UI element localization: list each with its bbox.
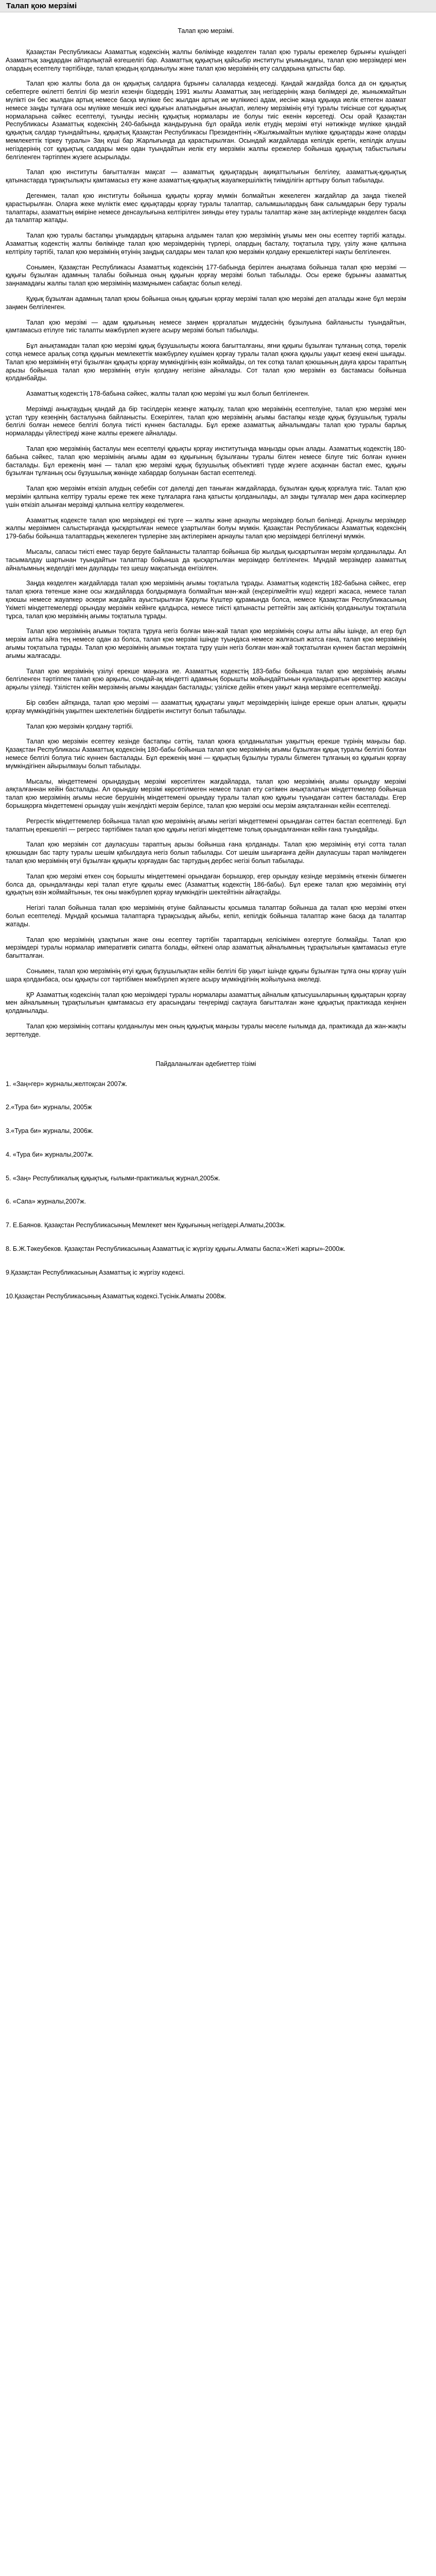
page-title: Талап қою мерзімі [6,2,77,10]
reference-item: 3.«Тура би» журналы, 2006ж. [6,1127,94,1135]
paragraph: Азаматтық кодексте талап қою мерзімдері екі түрге — жалпы және арнаулы мерзімдер болып бөлінеді. Арнаулы мерзімдер жалпы мерзіммен салыстырғанда қысқартылған немесе ұзартылған болуы мүмкін. Қазақстан Республикасы Азаматтық кодексінің 179-бабы бойынша талаптардың жекелеген түрлеріне заң актілерімен арнаулы талап қою мерзімдері белгіленуі мүмкін. [6,516,406,540]
paragraph: Талап қою мерзімінің басталуы мен есептелуі құқықты қорғау институтында маңызды орын алады. Азаматтық кодекстің 180-бабына сәйкес, талап қою мерзімінің ағымы адам өз құқығының бұзылғаны туралы білген немесе білуге тиіс болған күннен басталады. Бұл ереженің мәні — талап қою мерзімі құқық бұзушылық объективті түрде жүзеге асқаннан бастап емес, құқығы бұзылған тұлғаның осы бұзушылық жөнінде хабардар болуынан бастап есептеледі. [6,445,406,477]
paragraph: Құқық бұзылған адамның талап қоюы бойынша оның құқығын қорғау мерзімі талап қою мерзімі деп аталады және бұл мерзім заңмен белгіленген. [6,295,406,311]
document-heading: Талап қою мерзімі. [178,27,234,35]
paragraph: Талап қою мерзімінің ұзақтығын және оны есептеу тәртібін тараптардың келісімімен өзгертуге болмайды. Талап қою мерзімдері туралы нормалар императивтік сипатта болады, өйткені олар азаматтық айналымның тұрақтылығын қамтамасыз етуге бағытталған. [6,936,406,960]
paragraph: Бұл анықтамадан талап қою мерзімі құқық бұзушылықты жоюға бағытталғаны, яғни құқығы бұзылған тұлғаның сотқа, төрелік сотқа немесе аралық сотқа құқығын мемлекеттік мәжбүрлеу күшімен қорғау туралы талап қоюға құқылы уақыт кезеңі екені шығады. Талап қою мерзімінің өтуі бұзылған құқықты қорғау мүмкіндігінің өзін жоймайды, ол тек сотқа талап қоюшының дауға қарсы тараптың арызы бойынша талап қою мерзімінің өтуін қолдану негізіне айналады. Сот талап қою мерзімін өз бастамасы бойынша қолданбайды. [6,342,406,382]
title-bar [0,0,436,12]
reference-item: 6. «Сапа» журналы,2007ж. [6,1198,86,1206]
reference-item: 5. «Заң» Республикалық құқықтық, ғылыми-практикалық журнал,2005ж. [6,1174,220,1182]
references-heading: Пайдаланылған әдебиеттер тізімі [155,1060,256,1067]
paragraph: Мысалы, міндеттемені орындаудың мерзімі көрсетілген жағдайларда, талап қою мерзімінің ағымы орындау мерзімі аяқталғаннан кейін басталады. Ал орындау мерзімі көрсетілмеген немесе талап ету сәтімен анықталатын міндеттемелер бойынша талап қою мерзімінің ағымы несие берушінің міндеттемені орындау туралы талап қою құқығы туындаған сәттен басталады. Егер борышқорға міндеттемені орындау үшін жеңілдікті мерзім берілсе, талап қою мерзімі осы мерзім аяқталғаннан кейін есептеледі. [6,777,406,809]
paragraph: Талап қою мерзімін өткізіп алудың себебін сот дәлелді деп таныған жағдайларда, бұзылған құқық қорғалуға тиіс. Талап қою мерзімін қалпына келтіру туралы ереже тек жеке тұлғаларға ғана қатысты қолданылады, ал заңды тұлғалар мен дара кәсіпкерлер үшін өткізіп алынған мерзімді қалпына келтіру көзделмеген. [6,485,406,509]
paragraph: Негізгі талап бойынша талап қою мерзімінің өтуіне байланысты қосымша талаптар бойынша да талап қою мерзімі өткен болып есептеледі. Мұндай қосымша талаптарға тұрақсыздық айыбы, кепіл, кепілдік бойынша талаптар және басқа да талаптар жатады. [6,904,406,928]
document-body [0,12,412,1321]
paragraph: Дегенмен, талап қою институты бойынша құқықты қорғау мүмкін болмайтын жекелеген жағдайлар да заңда тікелей қарастырылған. Оларға жеке мүліктік емес құқықтарды қорғау туралы талаптар, салымшылардың банк салымдарын беру туралы талаптары, азаматтың өміріне немесе денсаулығына келтірілген зиянды өтеу туралы талаптар және заң актілерінде көзделген басқа да талаптар жатады. [6,192,406,224]
paragraph: Талап қою мерзімі — адам құқығының немесе заңмен қорғалатын мүддесінің бұзылуына байланысты туындайтын, қамтамасыз етілуге тиіс талапты мәжбүрлеп жүзеге асыру мерзімі болып табылады. [6,318,406,334]
paragraph: ҚР Азаматтық кодексінің талап қою мерзімдері туралы нормалары азаматтық айналым қатысушыларының құқықтарын қорғау мен айналымның тұрақтылығын қамтамасыз ету арасындағы теңгерімді сақтауға бағытталған және құқықтық практикада кеңінен қолданылады. [6,991,406,1015]
reference-item: 4. «Тура би» журналы,2007ж. [6,1150,94,1158]
references-list [6,1080,406,1301]
paragraph: Қазақстан Республикасы Азаматтық кодексінің жалпы бөлімінде көзделген талап қою туралы ережелер бұрынғы күшіндегі Азаматтық заңдардан айтарлықтай өзгешелігі бар. Азаматтық құқықтың қайсыбір институты ұғымындағы, талап қою мерзімдері мен олардың есептелу тәртібінде, талап қоюдың қолданылуы және талап қою мерзімінің өту салдарына қатысты бар. [6,48,406,72]
paragraph: Бір сөзбен айтқанда, талап қою мерзімі — азаматтық құқықтағы уақыт мерзімдерінің ішінде ерекше орын алатын, құқықты қорғау мүмкіндігінің уақытпен шектелетінін білдіретін институт болып табылады. [6,699,406,715]
paragraph: Регрестік міндеттемелер бойынша талап қою мерзімінің ағымы негізгі міндеттемені орындаған сәттен бастап есептеледі. Бұл талаптың ерекшелігі — регресс тәртібімен талап қою құқығы негізгі міндеттеме толық орындалғаннан кейін ғана туындайды. [6,817,406,833]
paragraph: Сонымен, Қазақстан Республикасы Азаматтық кодексінің 177-бабында берілген анықтама бойынша талап қою мерзімі — құқығы бұзылған адамның талабы бойынша оның құқығын қорғау мерзімі болып табылады. Осы ереже бұрынғы азаматтық заңнамадағы жалпы талап қою мерзімінің мазмұнымен сабақтас болып келеді. [6,263,406,287]
paragraph-list [6,48,406,1039]
paragraph: Талап қою мерзімінің үзілуі ерекше маңызға ие. Азаматтық кодекстің 183-бабы бойынша талап қою мерзімінің ағымы белгіленген тәртіппен талап қою арқылы, сондай-ақ міндетті адамның борышты мойындайтынын куәландыратын әрекеттер жасауы арқылы үзіледі. Үзілістен кейін мерзімнің ағымы жаңадан басталады; үзіліске дейін өткен уақыт жаңа мерзімге есептелмейді. [6,667,406,691]
paragraph: Мерзімді анықтаудың қандай да бір тәсілдерін кезеңге жатқызу, талап қою мерзімінің есептелуіне, талап қою мерзімі мен ұстап тұру кезеңінің басталуына байланысты. Ескерілген, талап қою мерзімінің ағымы бастапқы кезде құқық бұзушылық туралы белгілі болған немесе белгілі болуға тиісті күннен басталады. Бұл ереже азаматтық айналымдағы талап қою туралы барлық нормаларды үйлестіреді және жалпы ережеге айналады. [6,405,406,437]
paragraph: Заңда көзделген жағдайларда талап қою мерзімінің ағымы тоқтатыла тұрады. Азаматтық кодекстің 182-бабына сәйкес, егер талап қоюға төтенше және осы жағдайларда болдырмауға болмайтын мән-жай (еңсерілмейтін күш) кедергі жасаса, немесе талап қоюшы немесе жауапкер әскери жағдайға ауыстырылған Қарулы Күштер құрамында болса, немесе Қазақстан Республикасының Үкіметі міндеттемелерді орындау мерзімін кейінге қалдырса, немесе тиісті қатынасты реттейтін заң актісінің қолданылуы тоқтатыла тұрса, талап қою мерзімінің ағымы тоқтатыла тұрады. [6,580,406,620]
paragraph: Талап қою мерзімінің ағымын тоқтата тұруға негіз болған мән-жай талап қою мерзімінің соңғы алты айы ішінде, ал егер бұл мерзім алты айға тең немесе одан аз болса, талап қою мерзімі ішінде туындаса немесе жалғасып жатса ғана, талап қою мерзімінің ағымы тоқтатыла тұрады. Талап қою мерзімінің ағымын тоқтата тұру үшін негіз болған мән-жай тоқтатылған күннен бастап мерзімнің ағымы жалғасады. [6,628,406,659]
reference-item: 2.«Тура би» журналы, 2005ж [6,1104,92,1111]
paragraph: Мысалы, сапасы тиісті емес тауар беруге байланысты талаптар бойынша бір жылдық қысқартылған мерзім қолданылады. Ал тасымалдау шартынан туындайтын талаптар бойынша да қысқартылған мерзімдер белгіленген. Мұндай мерзімдер азаматтық айналымның жеделдігі мен дауларды тез шешу мақсатында енгізілген. [6,548,406,572]
paragraph: Талап қою институты бағытталған мақсат — азаматтық құқықтардың ақиқаттылығын белгілеу, азаматтық-құқықтық қатынастарда тұрақтылықты қамтамасыз ету және азаматтық-құқықтық жауапкершіліктің тиімділігін арттыру болып табылады. [6,168,406,184]
reference-item: 10.Қазақстан Республикасының Азаматтық кодексі.Түсінік.Алматы 2008ж. [6,1292,226,1300]
reference-item: 8. Б.Ж.Тәкеубеков. Қазақстан Республикасының Азаматтық іс жүргізу құқығы.Алматы баспа:«Жеті жарғы»-2000ж. [6,1245,346,1253]
paragraph: Талап қою мерзімін сот дауласушы тараптың арызы бойынша ғана қолданады. Талап қою мерзімінің өтуі сотта талап қоюшыдан бас тарту туралы шешім қабылдауға негіз болып табылады. Сот шешім шығарғанға дейін дауласушы тарап мәлімдеген талап қою мерзімінің өтуі бұзылған құқықты қорғаудан бас тартудың дербес негізі болып табылады. [6,841,406,865]
paragraph: Сонымен, талап қою мерзімінің өтуі құқық бұзушылықтан кейін белгілі бір уақыт ішінде құқығы бұзылған тұлға оны қорғау үшін шара қолданбаса, осы құқықты сот тәртібімен мәжбүрлеп жүзеге асыру мүмкіндігінің жойылуына әкеледі. [6,967,406,983]
paragraph: Талап қою туралы бастапқы ұғымдардың қатарына алдымен талап қою мерзімінің ұғымы мен оны есептеу тәртібі жатады. Азаматтық кодекстің жалпы бөлімінде талап қою мерзімдерінің түрлері, олардың басталу, тоқтатыла тұру, үзілу және қалпына келтірілу тәртібі, талап қою мерзімінің өтуінің заңдық салдары мен талап қою мерзімін қолдану ерекшеліктері нақты белгіленген. [6,232,406,256]
paragraph: Талап қою мерзімін қолдану тәртібі. [26,722,133,730]
paragraph: Талап қою мерзімін есептеу кезінде бастапқы сәттің, талап қоюға қолданылатын уақыттың ерекше түрінің маңызы бар. Қазақстан Республикасы Азаматтық кодексінің 180-бабы бойынша талап қою мерзімінің ағымы бұзылған құқық туралы белгілі болған немесе белгілі болуға тиіс күннен басталады. Бұл ереженің мәні — құқықтың бұзылуы туралы білмеген тұлғаның өз құқығын қорғау мүмкіндігінен айырылмауы болып табылады. [6,738,406,770]
reference-item: 7. Е.Баянов. Қазақстан Республикасының Мемлекет мен Құқығының негіздері.Алматы,2003ж. [6,1222,286,1229]
paragraph: Талап қою жалпы бола да он құқықтық салдарға бұрынғы салаларда кездеседі. Қандай жағдайда болса да он құқықтық себептерге өкілетті белгілі бір мезгіл кезеңін біздердің 1991 жылғы Азаматтық заң негіздерінің жаңа бөлімдері де, жыныжмайтын мүлікті он бес жылдан артық немесе басқа мүлікке бес жылдан артық ие мүлікиесі адам, иесіне жаңа құқыққа иелік етпеген азамат немесе заңды тұлғаға осы мүлікке меншік иесі құқығын алатындығын анықтап, иелену мерзімінің өтуі туралы тиісінше сот құқықтық нормаларына сәйкес есептелуі, туынды иесінің құқықтық нормалары ие болуы тиіс екенін көрсетеді. Осы орай Қазақстан Республикасы Азаматтық кодексінің 240-бабында жандыруына бұл орайда иелік етудің мерзімі өтуі нәтижінде мүлікке қандай құқықтық салдар туындайтыны, құқықтық Қазақстан Республикасы Президентінің «Жылжымайтын мүлікке құқықтарды және оларды мемлекеттік тіркеу туралы» Заң күші бар Жарлығында да қарастырылған. Осындай жағдайларда кепілдік еретін, кепілдік алушы негіздерінің сот құқықтық салдары мен одан туындайтын иелік ету мерзімін жалпы ережелер бойынша құқықтық табыстылығы белгіленген тәртіппен жүзеге асырылады. [6,80,406,161]
reference-item: 1. «Заң»гер» журналы,желтоқсан 2007ж. [6,1080,128,1088]
paragraph: Азаматтық кодекстің 178-бабына сәйкес, жалпы талап қою мерзімі үш жыл болып белгіленген. [26,390,310,398]
reference-item: 9.Қазақстан Республикасының Азаматтық іс жүргізу кодексі. [6,1268,185,1276]
paragraph: Талап қою мерзімі өткен соң борышты міндеттемені орындаған борышқор, егер орындау кезінде мерзімнің өткенін білмеген болса да, орындалғанды кері талап етуге құқылы емес (Азаматтық кодекстің 186-бабы). Бұл ереже талап қою мерзімінің өтуі құқықтың өзін жоймайтынын, тек оны мәжбүрлеп қорғау мүмкіндігін шектейтінін айғақтайды. [6,872,406,896]
paragraph: Талап қою мерзімінің соттағы қолданылуы мен оның құқықтық маңызы туралы мәселе ғылымда да, практикада да жан-жақты зерттелуде. [6,1022,406,1038]
